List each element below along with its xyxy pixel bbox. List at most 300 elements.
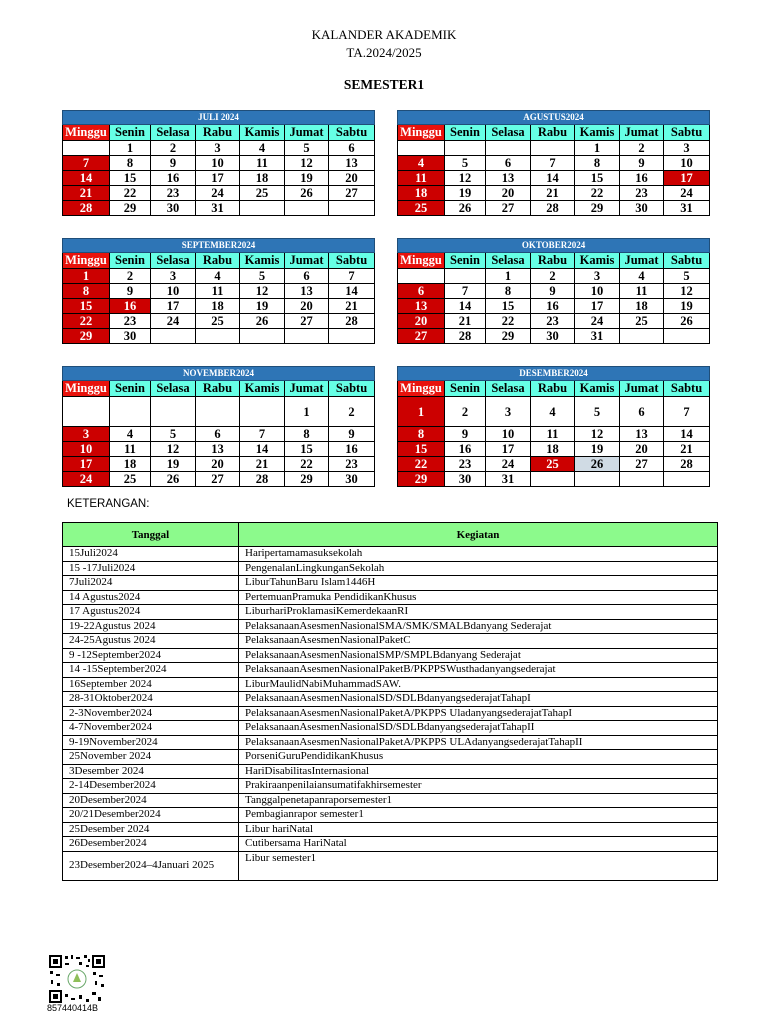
event-activity: PelaksanaanAsesmenNasionalPaketC [239, 634, 718, 649]
day-cell: 21 [329, 299, 375, 314]
event-date: 17 Agustus2024 [63, 605, 239, 620]
day-cell: 25 [240, 186, 285, 201]
day-cell: 25 [531, 457, 575, 472]
day-cell: 28 [329, 314, 375, 329]
day-header: Selasa [486, 125, 531, 141]
day-cell: 23 [620, 186, 664, 201]
event-date: 19-22Agustus 2024 [63, 619, 239, 634]
day-header: Minggu [63, 125, 110, 141]
day-cell: 24 [196, 186, 240, 201]
day-cell: 1 [110, 141, 151, 156]
event-date: 4-7November2024 [63, 721, 239, 736]
day-cell: 16 [110, 299, 151, 314]
day-cell [575, 472, 620, 487]
day-cell: 18 [398, 186, 445, 201]
event-activity: PelaksanaanAsesmenNasionalPaketA/PKPPS UladanyangsederajatTahapI [239, 706, 718, 721]
event-date: 14 -15September2024 [63, 663, 239, 678]
day-cell: 29 [63, 329, 110, 344]
day-cell [620, 472, 664, 487]
day-cell: 16 [329, 442, 375, 457]
day-cell: 15 [575, 171, 620, 186]
table-row [63, 837, 718, 852]
event-date: 3Desember 2024 [63, 764, 239, 779]
week-row [398, 156, 710, 171]
day-cell: 2 [329, 397, 375, 427]
month-calendar [397, 238, 710, 344]
day-cell: 25 [398, 201, 445, 216]
day-cell: 9 [445, 427, 486, 442]
day-cell [285, 201, 329, 216]
week-row [398, 171, 710, 186]
month-name: JULI 2024 [63, 111, 375, 125]
day-cell: 7 [63, 156, 110, 171]
week-row [63, 457, 375, 472]
day-cell: 22 [63, 314, 110, 329]
day-header: Rabu [531, 253, 575, 269]
event-activity: PengenalanLingkunganSekolah [239, 561, 718, 576]
table-row [63, 721, 718, 736]
day-cell: 10 [151, 284, 196, 299]
day-cell [664, 329, 710, 344]
day-cell: 29 [110, 201, 151, 216]
day-cell: 26 [151, 472, 196, 487]
day-cell: 10 [63, 442, 110, 457]
table-row [63, 634, 718, 649]
day-cell: 19 [445, 186, 486, 201]
day-cell: 20 [620, 442, 664, 457]
day-cell [240, 201, 285, 216]
day-header: Jumat [620, 381, 664, 397]
day-cell: 3 [575, 269, 620, 284]
day-cell: 31 [575, 329, 620, 344]
day-cell: 9 [329, 427, 375, 442]
day-cell: 6 [620, 397, 664, 427]
qr-code-text: 857440414B [47, 1003, 99, 1013]
week-row [63, 314, 375, 329]
week-row [398, 457, 710, 472]
week-row [63, 269, 375, 284]
day-header: Minggu [63, 381, 110, 397]
day-header: Sabtu [664, 381, 710, 397]
day-cell: 14 [445, 299, 486, 314]
day-cell [486, 141, 531, 156]
month-name: DESEMBER2024 [398, 367, 710, 381]
table-row [63, 619, 718, 634]
day-cell: 12 [151, 442, 196, 457]
day-cell: 22 [398, 457, 445, 472]
day-cell: 28 [240, 472, 285, 487]
day-cell [329, 201, 375, 216]
day-header: Kamis [240, 125, 285, 141]
day-header: Selasa [486, 253, 531, 269]
week-row [398, 141, 710, 156]
day-cell: 3 [664, 141, 710, 156]
event-activity: PelaksanaanAsesmenNasionalSMA/SMK/SMALBdanyang Sederajat [239, 619, 718, 634]
activity-column-header: Kegiatan [239, 523, 718, 547]
day-cell: 21 [240, 457, 285, 472]
day-cell [63, 397, 110, 427]
table-row [63, 576, 718, 591]
event-activity: Haripertamamasuksekolah [239, 547, 718, 562]
event-date: 23Desember2024–4Januari 2025 [63, 851, 239, 880]
day-cell: 8 [285, 427, 329, 442]
event-activity: LiburhariProklamasiKemerdekaanRI [239, 605, 718, 620]
event-activity: PelaksanaanAsesmenNasionalPaketA/PKPPS ULAdanyangsederajatTahapII [239, 735, 718, 750]
day-header: Sabtu [329, 381, 375, 397]
day-cell: 12 [575, 427, 620, 442]
day-cell: 27 [196, 472, 240, 487]
day-cell [531, 472, 575, 487]
day-cell: 26 [575, 457, 620, 472]
day-cell: 2 [151, 141, 196, 156]
day-header: Jumat [620, 125, 664, 141]
day-cell: 24 [575, 314, 620, 329]
table-row [63, 764, 718, 779]
day-header: Jumat [285, 253, 329, 269]
event-activity: PelaksanaanAsesmenNasionalSD/SDLBdanyangsederajatTahapII [239, 721, 718, 736]
week-row [63, 427, 375, 442]
events-header-row [63, 523, 718, 547]
day-cell: 5 [664, 269, 710, 284]
event-date: 14 Agustus2024 [63, 590, 239, 605]
day-header: Senin [110, 125, 151, 141]
day-cell: 9 [620, 156, 664, 171]
event-activity: PorseniGuruPendidikanKhusus [239, 750, 718, 765]
day-cell: 4 [196, 269, 240, 284]
day-header: Selasa [151, 253, 196, 269]
week-row [63, 329, 375, 344]
day-cell: 22 [110, 186, 151, 201]
day-cell: 7 [531, 156, 575, 171]
week-row [63, 156, 375, 171]
day-cell: 6 [398, 284, 445, 299]
day-cell: 13 [329, 156, 375, 171]
day-cell: 18 [531, 442, 575, 457]
month-calendar [62, 238, 375, 344]
table-row [63, 822, 718, 837]
day-header: Senin [110, 381, 151, 397]
week-row [398, 472, 710, 487]
day-cell: 20 [398, 314, 445, 329]
day-cell: 9 [110, 284, 151, 299]
day-cell [196, 329, 240, 344]
event-activity: LiburMaulidNabiMuhammadSAW. [239, 677, 718, 692]
day-header: Sabtu [329, 253, 375, 269]
day-cell: 29 [575, 201, 620, 216]
month-calendar [397, 366, 710, 487]
day-cell: 8 [63, 284, 110, 299]
day-cell: 21 [445, 314, 486, 329]
day-cell [445, 269, 486, 284]
day-cell: 13 [398, 299, 445, 314]
day-cell: 27 [329, 186, 375, 201]
day-cell: 16 [620, 171, 664, 186]
table-row [63, 605, 718, 620]
event-date: 2-14Desember2024 [63, 779, 239, 794]
day-header: Sabtu [329, 125, 375, 141]
day-header: Rabu [196, 125, 240, 141]
keterangan-label: KETERANGAN: [67, 498, 150, 510]
day-cell: 8 [575, 156, 620, 171]
day-cell: 13 [620, 427, 664, 442]
day-cell: 6 [329, 141, 375, 156]
day-cell: 17 [575, 299, 620, 314]
day-header: Sabtu [664, 125, 710, 141]
day-cell [445, 141, 486, 156]
day-cell: 10 [196, 156, 240, 171]
week-row [63, 472, 375, 487]
event-date: 26Desember2024 [63, 837, 239, 852]
table-row [63, 648, 718, 663]
day-cell: 19 [151, 457, 196, 472]
semester-title: SEMESTER1 [343, 77, 425, 92]
day-cell: 13 [196, 442, 240, 457]
day-header: Minggu [398, 253, 445, 269]
day-cell: 5 [240, 269, 285, 284]
day-cell: 30 [620, 201, 664, 216]
day-cell: 29 [285, 472, 329, 487]
table-row [63, 808, 718, 823]
day-cell [531, 141, 575, 156]
month-calendar [62, 110, 375, 216]
day-cell: 31 [196, 201, 240, 216]
day-cell: 22 [486, 314, 531, 329]
table-row [63, 750, 718, 765]
day-cell: 29 [486, 329, 531, 344]
event-activity: PelaksanaanAsesmenNasionalPaketB/PKPPSWusthadanyangsederajat [239, 663, 718, 678]
day-cell: 24 [63, 472, 110, 487]
day-cell [151, 329, 196, 344]
day-header: Senin [110, 253, 151, 269]
event-date: 9 -12September2024 [63, 648, 239, 663]
day-cell: 19 [575, 442, 620, 457]
week-row [398, 427, 710, 442]
day-cell: 14 [531, 171, 575, 186]
event-activity: PelaksanaanAsesmenNasionalSD/SDLBdanyangsederajatTahapI [239, 692, 718, 707]
day-cell: 23 [445, 457, 486, 472]
day-cell: 20 [486, 186, 531, 201]
event-activity: HariDisabilitasInternasional [239, 764, 718, 779]
day-cell: 2 [445, 397, 486, 427]
day-cell: 30 [445, 472, 486, 487]
day-header: Rabu [196, 381, 240, 397]
day-cell: 5 [445, 156, 486, 171]
event-date: 20Desember2024 [63, 793, 239, 808]
event-date: 9-19November2024 [63, 735, 239, 750]
day-cell: 11 [110, 442, 151, 457]
day-header: Minggu [398, 381, 445, 397]
table-row [63, 561, 718, 576]
day-cell: 23 [151, 186, 196, 201]
event-date: 2-3November2024 [63, 706, 239, 721]
day-cell: 3 [63, 427, 110, 442]
table-row [63, 793, 718, 808]
day-cell: 11 [398, 171, 445, 186]
table-row [63, 547, 718, 562]
event-date: 7Juli2024 [63, 576, 239, 591]
table-row [63, 677, 718, 692]
day-cell: 2 [620, 141, 664, 156]
day-cell: 3 [196, 141, 240, 156]
day-header: Kamis [575, 381, 620, 397]
academic-year: TA.2024/2025 [346, 45, 422, 60]
day-cell: 26 [240, 314, 285, 329]
day-cell: 12 [445, 171, 486, 186]
day-cell: 8 [398, 427, 445, 442]
day-cell: 4 [398, 156, 445, 171]
week-row [63, 284, 375, 299]
event-date: 16September 2024 [63, 677, 239, 692]
week-row [63, 397, 375, 427]
day-cell: 16 [151, 171, 196, 186]
day-cell: 31 [486, 472, 531, 487]
day-cell: 28 [445, 329, 486, 344]
day-cell [240, 397, 285, 427]
day-cell: 1 [575, 141, 620, 156]
day-cell: 7 [240, 427, 285, 442]
day-header: Selasa [486, 381, 531, 397]
event-date: 24-25Agustus 2024 [63, 634, 239, 649]
day-header: Sabtu [664, 253, 710, 269]
event-activity: Tanggalpenetapanraporsemester1 [239, 793, 718, 808]
day-cell: 3 [486, 397, 531, 427]
day-cell: 12 [285, 156, 329, 171]
day-cell: 19 [664, 299, 710, 314]
day-cell: 27 [285, 314, 329, 329]
day-header: Senin [445, 125, 486, 141]
day-cell [151, 397, 196, 427]
week-row [398, 284, 710, 299]
day-cell [620, 329, 664, 344]
day-cell [398, 269, 445, 284]
day-cell: 20 [196, 457, 240, 472]
day-cell: 11 [620, 284, 664, 299]
day-cell: 24 [151, 314, 196, 329]
day-cell: 2 [110, 269, 151, 284]
month-calendar [397, 110, 710, 216]
table-row [63, 706, 718, 721]
day-cell: 17 [664, 171, 710, 186]
day-cell: 24 [664, 186, 710, 201]
day-cell: 13 [486, 171, 531, 186]
day-cell: 15 [110, 171, 151, 186]
day-cell: 14 [240, 442, 285, 457]
day-cell: 24 [486, 457, 531, 472]
week-row [398, 201, 710, 216]
day-cell: 23 [531, 314, 575, 329]
event-date: 20/21Desember2024 [63, 808, 239, 823]
day-cell: 27 [398, 329, 445, 344]
table-row [63, 590, 718, 605]
month-calendar [62, 366, 375, 487]
table-row [63, 663, 718, 678]
day-cell: 30 [151, 201, 196, 216]
day-header: Kamis [575, 125, 620, 141]
day-cell: 13 [285, 284, 329, 299]
week-row [63, 299, 375, 314]
day-cell: 8 [110, 156, 151, 171]
day-cell: 21 [63, 186, 110, 201]
table-row [63, 735, 718, 750]
day-cell: 6 [285, 269, 329, 284]
day-cell [196, 397, 240, 427]
day-cell: 28 [63, 201, 110, 216]
day-cell: 1 [398, 397, 445, 427]
day-cell: 17 [151, 299, 196, 314]
week-row [63, 186, 375, 201]
week-row [398, 314, 710, 329]
day-cell: 21 [664, 442, 710, 457]
day-cell: 5 [575, 397, 620, 427]
day-cell: 19 [240, 299, 285, 314]
day-cell: 21 [531, 186, 575, 201]
day-header: Kamis [240, 253, 285, 269]
day-cell: 11 [531, 427, 575, 442]
day-cell: 26 [664, 314, 710, 329]
day-cell: 28 [531, 201, 575, 216]
week-row [63, 201, 375, 216]
day-header: Minggu [63, 253, 110, 269]
week-row [398, 299, 710, 314]
table-row [63, 692, 718, 707]
day-cell: 5 [285, 141, 329, 156]
day-cell: 11 [196, 284, 240, 299]
day-cell: 15 [285, 442, 329, 457]
day-cell: 27 [486, 201, 531, 216]
day-cell: 19 [285, 171, 329, 186]
day-header: Kamis [575, 253, 620, 269]
day-cell: 2 [531, 269, 575, 284]
day-cell: 7 [664, 397, 710, 427]
day-cell: 18 [196, 299, 240, 314]
week-row [398, 186, 710, 201]
day-cell: 25 [620, 314, 664, 329]
week-row [398, 269, 710, 284]
day-cell: 17 [63, 457, 110, 472]
day-cell [110, 397, 151, 427]
day-cell [664, 472, 710, 487]
day-cell: 15 [486, 299, 531, 314]
day-cell [398, 141, 445, 156]
day-cell: 1 [285, 397, 329, 427]
day-cell: 20 [329, 171, 375, 186]
day-header: Rabu [531, 381, 575, 397]
table-row [63, 851, 718, 880]
day-cell: 1 [486, 269, 531, 284]
day-cell: 20 [285, 299, 329, 314]
day-cell: 4 [531, 397, 575, 427]
day-cell: 4 [620, 269, 664, 284]
event-activity: Cutibersama HariNatal [239, 837, 718, 852]
day-cell: 28 [664, 457, 710, 472]
day-cell: 1 [63, 269, 110, 284]
day-cell: 30 [531, 329, 575, 344]
event-activity: LiburTahunBaru Islam1446H [239, 576, 718, 591]
day-cell: 18 [240, 171, 285, 186]
qr-code-icon [48, 954, 106, 1004]
day-cell: 11 [240, 156, 285, 171]
events-table [62, 522, 718, 881]
week-row [398, 442, 710, 457]
document-title: KALANDER AKADEMIK [311, 27, 457, 42]
week-row [63, 442, 375, 457]
week-row [63, 171, 375, 186]
day-header: Jumat [285, 125, 329, 141]
event-date: 15Juli2024 [63, 547, 239, 562]
day-cell: 15 [63, 299, 110, 314]
day-cell [329, 329, 375, 344]
event-activity: PertemuanPramuka PendidikanKhusus [239, 590, 718, 605]
